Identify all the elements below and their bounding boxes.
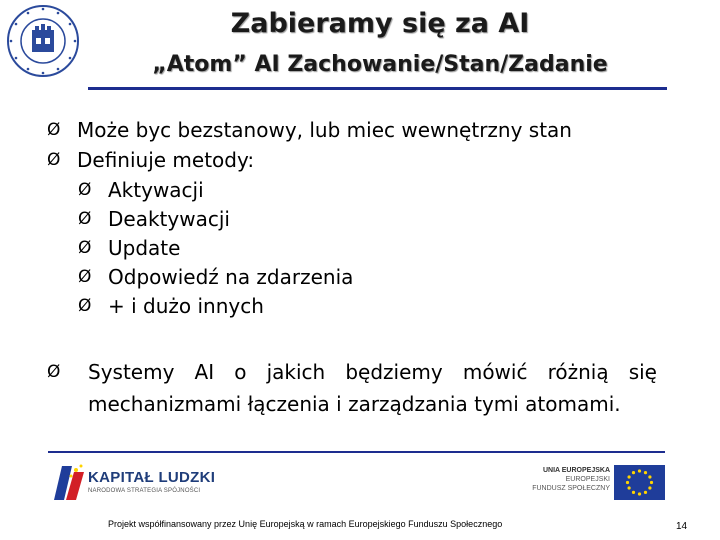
bullet-text: Update	[108, 236, 181, 260]
bullet-text: Aktywacji	[108, 178, 204, 202]
bullet-ai-systems	[47, 356, 657, 420]
bullet-arrow-icon: Ø	[47, 362, 61, 382]
footer-cofinancing-note: Projekt współfinansowany przez Unię Europejską w ramach Europejskiego Funduszu Społecznego	[108, 519, 503, 529]
eu-line-2: EUROPEJSKI	[565, 476, 610, 483]
sub-bullet-update	[78, 235, 180, 261]
bullet-arrow-icon: Ø	[47, 120, 61, 140]
page-number: 14	[676, 521, 688, 532]
bullet-arrow-icon: Ø	[78, 209, 92, 229]
bullet-text-line2: mechanizmami łączenia i zarządzania tymi atomami.	[88, 392, 621, 416]
header-divider	[88, 87, 667, 90]
sub-bullet-more	[78, 293, 264, 319]
bullet-text: Definiuje metody:	[77, 148, 255, 172]
eu-flag-icon	[614, 465, 665, 500]
eu-label	[532, 466, 610, 493]
eu-line-3: FUNDUSZ SPOŁECZNY	[532, 485, 610, 492]
sub-bullet-activation	[78, 177, 204, 203]
kapital-ludzki-subtitle: NARODOWA STRATEGIA SPÓJNOŚCI	[88, 488, 201, 494]
bullet-text: + i dużo innych	[108, 294, 264, 318]
bullet-stateless	[47, 117, 572, 143]
slide-title: Zabieramy się za AI	[230, 8, 530, 39]
bullet-text: Może byc bezstanowy, lub miec wewnętrzny stan	[77, 118, 572, 142]
bullet-arrow-icon: Ø	[78, 238, 92, 258]
footer-divider	[48, 451, 665, 453]
bullet-text: Deaktywacji	[108, 207, 230, 231]
bullet-arrow-icon: Ø	[78, 180, 92, 200]
university-seal-icon	[6, 4, 80, 78]
bullet-methods	[47, 147, 254, 173]
kapital-ludzki-title: KAPITAŁ LUDZKI	[88, 469, 216, 486]
eu-line-1: UNIA EUROPEJSKA	[542, 467, 610, 474]
slide-subtitle: „Atom” AI Zachowanie/Stan/Zadanie	[152, 52, 608, 77]
bullet-text-line1: Systemy AI o jakich będziemy mówić różnią się	[88, 360, 657, 384]
bullet-arrow-icon: Ø	[78, 267, 92, 287]
bullet-text: Odpowiedź na zdarzenia	[108, 265, 354, 289]
sub-bullet-deactivation	[78, 206, 230, 232]
bullet-arrow-icon: Ø	[47, 150, 61, 170]
bullet-arrow-icon: Ø	[78, 296, 92, 316]
sub-bullet-events	[78, 264, 353, 290]
kapital-ludzki-logo-icon	[52, 462, 88, 502]
